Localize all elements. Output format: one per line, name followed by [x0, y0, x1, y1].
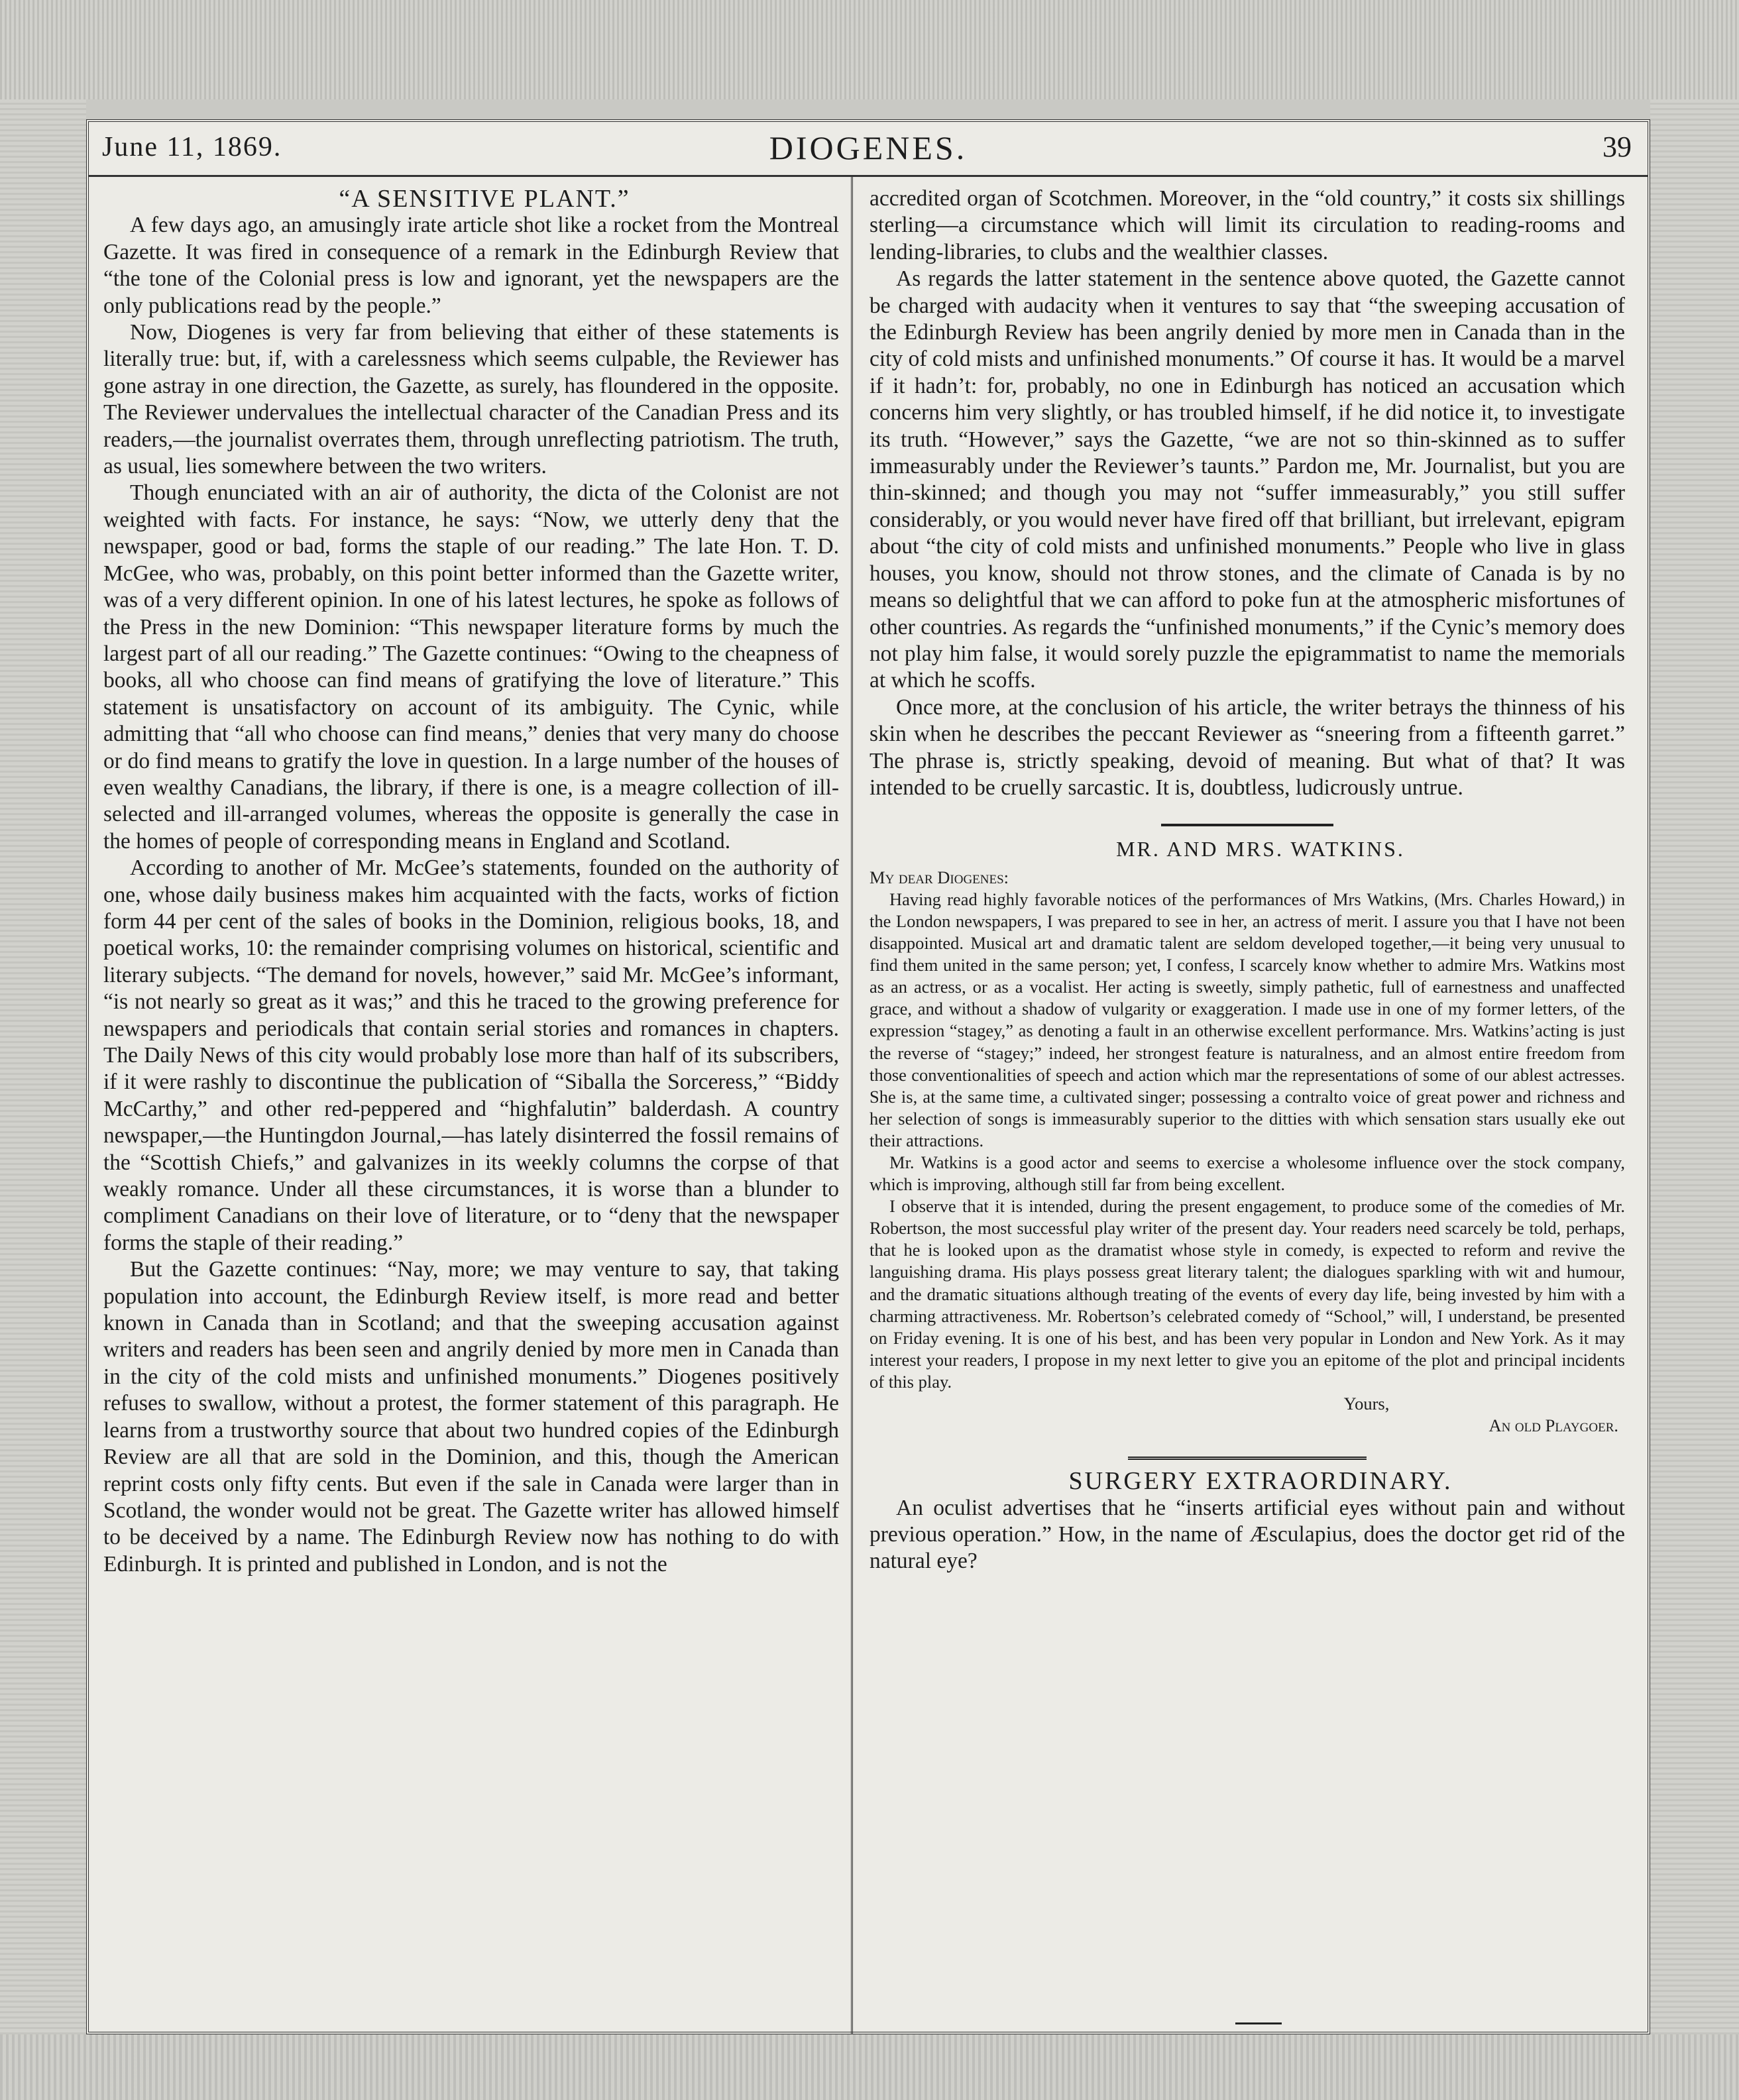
- letter-signature: An old Playgoer.: [1488, 1415, 1618, 1436]
- scan-margin-right: [1650, 99, 1739, 2034]
- scan-margin-top: [0, 0, 1739, 99]
- letter-paragraph: I observe that it is intended, during the present engagement, to produce some of the comedies of Mr. Robertson, the most successful play writer of the present day. Your readers need scarcely be told, perhaps, that he is looked upon as the dramatist whose style in comedy, is expected to reform and revive the languishing drama. His plays possess great literary talent; the dialogues sparkling with wit and humour, and the dramatic situations although treating of the events of every day life, being invested by him with a charming attractiveness. Mr. Robertson’s celebrated comedy of “School,” will, I understand, be presented on Friday evening. It is one of his best, and has been very popular in London and New York. As it may interest your readers, I propose in my next letter to give you an epitome of the plot and principal incidents of this play.: [870, 1196, 1625, 1392]
- article-paragraph: Though enunciated with an air of authority, the dicta of the Colonist are not weighted with facts. For instance, he says: “Now, we utterly deny that the newspaper, good or bad, forms the staple of our reading.” The late Hon. T. D. McGee, who was, probably, on this point better informed than the Gazette writer, was of a very different opinion. In one of his latest lectures, he spoke as follows of the Press in the new Dominion: “This newspaper literature forms by much the largest part of all our reading.” The Gazette continues: “Owing to the cheapness of books, all who choose can find means of gratifying the love of literature.” This statement is unsatisfactory on account of its ambiguity. The Cynic, while admitting that “all who choose can find means,” denies that very many do choose or do find means to gratify the love in question. In a large number of the houses of even wealthy Canadians, the library, if there is one, is a meagre collection of ill-selected and ill-arranged volumes, whereas the opposite is generally the case in the homes of people of corresponding means in England and Scotland.: [103, 480, 839, 854]
- article-paragraph: Now, Diogenes is very far from believing that either of these statements is literally true: but, if, with a carelessness which seems culpable, the Reviewer has gone astray in one direction, the Gazette, as surely, has floundered in the opposite. The Reviewer undervalues the intellectual character of the Canadian Press and its readers,—the journalist overrates them, through unreflecting patriotism. The truth, as usual, lies somewhere between the two writers.: [103, 320, 839, 479]
- article-paragraph: According to another of Mr. McGee’s statements, founded on the authority of one, whose daily business makes him acquainted with the facts, works of fiction form 44 per cent of the sales of books in the Dominion, religious books, 18, and poetical works, 10: the remainder comprising volumes on historical, scientific and literary subjects. “The demand for novels, however,” said Mr. McGee’s informant, “is not nearly so great as it was;” and this he traced to the growing preference for newspapers and periodicals that contain serial stories and romances in chapters. The Daily News of this city would probably lose more than half of its subscribers, if it were rashly to discontinue the publication of “Siballa the Sorceress,” “Biddy McCarthy,” and other red-peppered and “highfalutin” balderdash. A country newspaper,—the Huntingdon Journal,—has lately disinterred the fossil remains of the “Scottish Chiefs,” and galvanizes in its weekly columns the corpse of that weakly romance. Under all these circumstances, it is worse than a blunder to compliment Canadians on their love of literature, or to “deny that the newspaper forms the staple of their reading.”: [103, 856, 839, 1255]
- article-paragraph: As regards the latter statement in the sentence above quoted, the Gazette cannot be charged with audacity when it ventures to say that “the sweeping accusation of the Edinburgh Review has been angrily denied by more men in Canada than in the city of cold mists and unfinished monuments.” Of course it has. It would be a marvel if it hadn’t: for, probably, no one in Edinburgh has noticed an accusation which concerns him very slightly, or has troubled himself, if he did notice it, to investigate its truth. “However,” says the Gazette, “we are not so thin-skinned as to suffer immeasurably under the Reviewer’s taunts.” Pardon me, Mr. Journalist, but you are thin-skinned; and though you may not “suffer immeasurably,” you still suffer considerably, or you would never have fired off that brilliant, but irrelevant, epigram about “the city of cold mists and unfinished monuments.” People who live in glass houses, you know, should not throw stones, and the climate of Canada is by no means so delightful that we can afford to poke fun at the atmospheric misfortunes of other countries. As regards the “unfinished monuments,” if the Cynic’s memory does not play him false, it would sorely puzzle the epigrammatist to name the memorials at which he scoffs.: [870, 266, 1625, 693]
- article-paragraph: But the Gazette continues: “Nay, more; we may venture to say, that taking population into account, the Edinburgh Review itself, is more read and better known in Canada than in Scotland; and that the sweeping accusation against writers and readers has been seen and angrily denied by more men in Canada than in the city of the cold mists and unfinished monuments.” Diogenes positively refuses to swallow, without a protest, the former statement of this paragraph. He learns from a trustworthy source that about two hundred copies of the Edinburgh Review are all that are sold in the Dominion, and this, though the American reprint costs only fifty cents. But even if the sale in Canada were larger than in Scotland, the wonder would not be great. The Gazette writer has allowed himself to be deceived by a name. The Edinburgh Review now has nothing to do with Edinburgh. It is printed and published in London, and is not the: [103, 1257, 839, 1576]
- surgery-heading: SURGERY EXTRAORDINARY.: [1068, 1467, 1453, 1496]
- letter-paragraph: Mr. Watkins is a good actor and seems to exercise a wholesome influence over the stock company, which is improving, although still far from being excellent.: [870, 1152, 1625, 1195]
- closing-dash: [1235, 2022, 1282, 2024]
- letter-heading: MR. AND MRS. WATKINS.: [1116, 837, 1405, 861]
- article-paragraph: A few days ago, an amusingly irate article shot like a rocket from the Montreal Gazette. It was fired in consequence of a remark in the Edinburgh Review that “the tone of the Colonial press is low and ignorant, yet the newspapers are the only publications read by the people.”: [103, 213, 839, 318]
- right-column: [870, 186, 1625, 2028]
- newspaper-page: [86, 119, 1650, 2034]
- letter-salutation: My dear Diogenes:: [870, 867, 1009, 887]
- letter-body: [870, 867, 1625, 1437]
- section-rule: [1161, 824, 1333, 826]
- article-heading-sensitive-plant: “A SENSITIVE PLANT.”: [339, 186, 630, 213]
- left-column: [103, 186, 839, 2028]
- article-paragraph: Once more, at the conclusion of his article, the writer betrays the thinness of his skin when he describes the peccant Reviewer as “sneering from a fifteenth garret.” The phrase is, strictly speaking, devoid of meaning. But what of that? It was intended to be cruelly sarcastic. It is, doubtless, ludicrously untrue.: [870, 694, 1625, 800]
- scan-margin-left: [0, 99, 86, 2034]
- page-header: [89, 122, 1648, 177]
- article-paragraph-continued: accredited organ of Scotchmen. Moreover, in the “old country,” it costs six shillings sterling—a circumstance which will limit its circulation to reading-rooms and lending-libraries, to clubs and the wealthier classes.: [870, 186, 1625, 264]
- column-divider: [851, 175, 853, 2034]
- letter-closing: Yours,: [1343, 1394, 1390, 1413]
- section-rule: [1128, 1457, 1367, 1460]
- page-number: 39: [1602, 131, 1632, 163]
- masthead-title: DIOGENES.: [769, 129, 968, 166]
- surgery-paragraph: An oculist advertises that he “inserts artificial eyes without pain and without previous operation.” How, in the name of Æsculapius, does the doctor get rid of the natural eye?: [870, 1495, 1625, 1574]
- issue-date: June 11, 1869.: [102, 132, 282, 162]
- letter-paragraph: Having read highly favorable notices of the performances of Mrs Watkins, (Mrs. Charles Howard,) in the London newspapers, I was prepared to see in her, an actress of merit. I assure you that I have not been disappointed. Musical art and dramatic talent are seldom developed together,—it being very unusual to find them united in the same person; yet, I confess, I scarcely know whether to admire Mrs. Watkins most as an actress, or as a vocalist. Her acting is sweetly, simply pathetic, full of earnestness and unaffected grace, and without a shadow of vulgarity or exaggeration. I made use in one of my former letters, of the expression “stagey,” as denoting a fault in an otherwise excellent performance. Mrs. Watkins’acting is just the reverse of “stagey;” indeed, her strongest feature is naturalness, and an almost entire freedom from those conventionalities of speech and action which mar the representations of some of our ablest actresses. She is, at the same time, a cultivated singer; possessing a contralto voice of great power and richness and her selection of songs is immeasurably superior to the ditties with which sensation stars usually eke out their attractions.: [870, 889, 1625, 1150]
- scan-margin-bottom: [0, 2034, 1739, 2100]
